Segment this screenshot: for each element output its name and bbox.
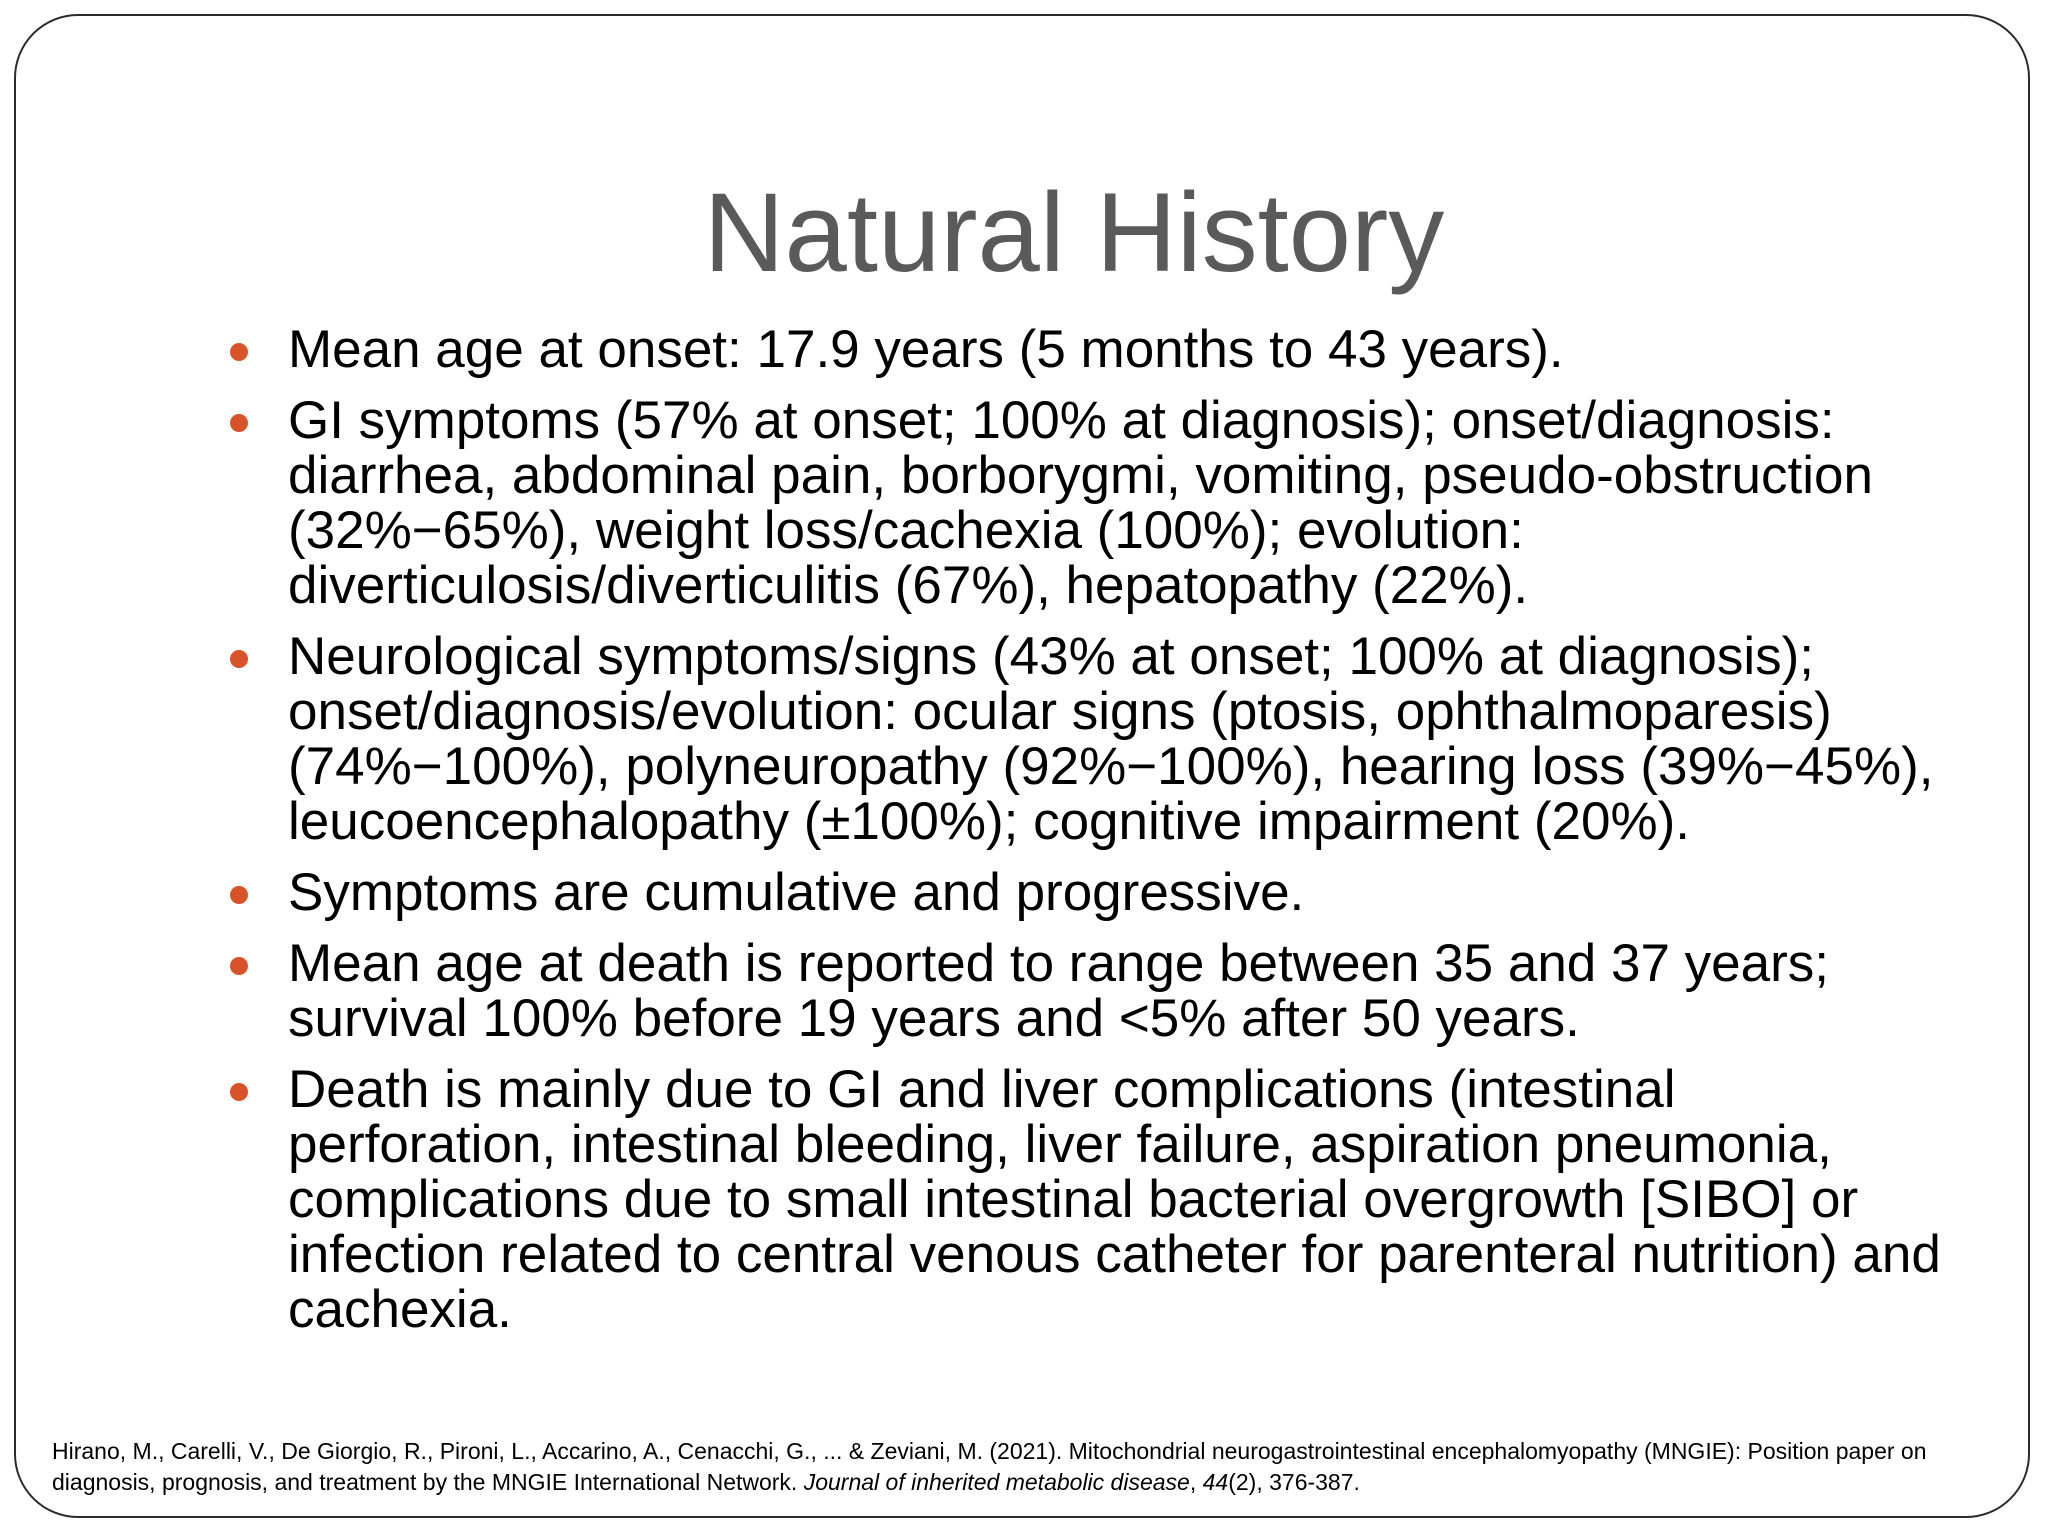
citation-pages: (2), 376-387. bbox=[1228, 1469, 1360, 1495]
bullet-text: Mean age at death is reported to range between 35 and 37 years; survival 100% before 19 years and <5% after 50 years. bbox=[288, 934, 1830, 1048]
bullet-item bbox=[228, 1062, 1948, 1337]
bullet-dot-icon bbox=[230, 1083, 248, 1101]
bullet-dot-icon bbox=[230, 343, 248, 361]
bullet-text: Symptoms are cumulative and progressive. bbox=[288, 863, 1305, 922]
citation bbox=[52, 1436, 1992, 1498]
bullet-item bbox=[228, 322, 1948, 377]
bullet-item bbox=[228, 865, 1948, 920]
bullet-list bbox=[228, 322, 1948, 1353]
bullet-item bbox=[228, 629, 1948, 849]
bullet-text: GI symptoms (57% at onset; 100% at diagnosis); onset/diagnosis: diarrhea, abdominal pain, borborygmi, vomiting, pseudo-obstruction (32%−65%), weight loss/cachexia (100%); evolution: diverticulosis/diverticulitis (67%), hepatopathy (22%). bbox=[288, 391, 1873, 615]
citation-text: Hirano, M., Carelli, V., De Giorgio, R., Pironi, L., Accarino, A., Cenacchi, G., ... & Zeviani, M. (2021). Mitochondrial neurogastrointestinal encephalomyopathy (MNGIE): Position paper on diagnosis, prognosis, and treatment by the MNGIE International Network. bbox=[52, 1438, 1927, 1495]
bullet-dot-icon bbox=[230, 650, 248, 668]
bullet-text: Neurological symptoms/signs (43% at onset; 100% at diagnosis); onset/diagnosis/evolution: ocular signs (ptosis, ophthalmoparesis) (74%−100%), polyneuropathy (92%−100%), hearing loss (39%−45%), leucoencephalopathy (±100%); cognitive impairment (20%). bbox=[288, 627, 1934, 851]
bullet-text: Death is mainly due to GI and liver complications (intestinal perforation, intestinal bleeding, liver failure, aspiration pneumonia, complications due to small intestinal bacterial overgrowth [SIBO] or infection related to central venous catheter for parenteral nutrition) and cachexia. bbox=[288, 1060, 1941, 1339]
slide-title: Natural History bbox=[703, 170, 1445, 295]
bullet-dot-icon bbox=[230, 886, 248, 904]
bullet-text: Mean age at onset: 17.9 years (5 months to 43 years). bbox=[288, 320, 1564, 379]
bullet-dot-icon bbox=[230, 414, 248, 432]
citation-separator: , bbox=[1189, 1469, 1203, 1495]
bullet-dot-icon bbox=[230, 957, 248, 975]
bullet-item bbox=[228, 393, 1948, 613]
citation-volume: 44 bbox=[1202, 1469, 1229, 1495]
bullet-item bbox=[228, 936, 1948, 1046]
citation-journal: Journal of inherited metabolic disease bbox=[803, 1469, 1190, 1495]
